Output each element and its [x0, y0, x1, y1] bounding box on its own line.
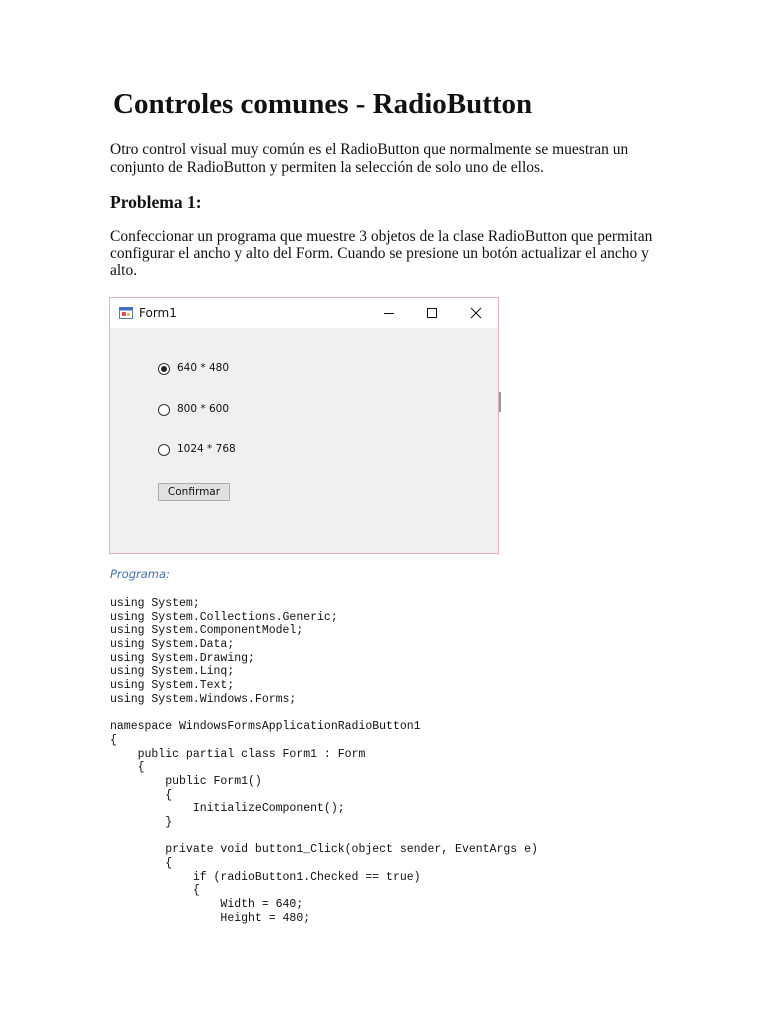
minimize-icon[interactable]	[380, 304, 398, 322]
confirm-button[interactable]: Confirmar	[158, 483, 230, 501]
code-line: InitializeComponent();	[110, 802, 345, 816]
window-title: Form1	[139, 306, 177, 320]
code-line: }	[110, 816, 173, 829]
code-line: using System.Text;	[110, 679, 235, 693]
code-line: {	[110, 761, 145, 775]
window-title-bar[interactable]	[110, 298, 498, 328]
code-line: using System.Data;	[110, 638, 235, 652]
page-title: Controles comunes - RadioButton	[113, 88, 533, 120]
code-line: Width = 640;	[110, 898, 304, 912]
radio-unchecked-icon[interactable]	[158, 444, 170, 456]
code-line: public partial class Form1 : Form	[110, 747, 366, 761]
intro-paragraph: Otro control visual muy común es el RadioButton que normalmente se muestran un conjunto de RadioButton y permiten la selección de solo uno de ellos.	[110, 141, 629, 176]
code-line: using System.Collections.Generic;	[110, 610, 338, 624]
code-line: using System;	[110, 597, 200, 610]
code-line	[110, 707, 538, 721]
code-line: using System.Drawing;	[110, 651, 255, 665]
radio-label: 800 * 600	[177, 403, 230, 415]
code-line: Height = 480;	[110, 911, 311, 925]
code-line: using System.ComponentModel;	[110, 624, 304, 638]
code-line: using System.Linq;	[110, 665, 235, 679]
code-line: {	[110, 857, 173, 871]
form-app-icon	[119, 307, 133, 319]
form-window	[109, 297, 499, 554]
code-line	[110, 830, 538, 844]
radio-label: 1024 * 768	[177, 443, 236, 455]
code-line: {	[110, 733, 117, 747]
problem-heading: Problema 1:	[110, 192, 202, 212]
maximize-icon[interactable]	[423, 304, 441, 322]
code-line: namespace WindowsFormsApplicationRadioButton1	[110, 720, 421, 734]
radio-unchecked-icon[interactable]	[158, 404, 170, 416]
code-block	[110, 597, 538, 926]
code-line: private void button1_Click(object sender, EventArgs e)	[110, 843, 538, 857]
code-line: public Form1()	[110, 774, 262, 788]
code-line: using System.Windows.Forms;	[110, 692, 297, 706]
close-icon[interactable]	[467, 304, 485, 322]
code-line: {	[110, 788, 173, 802]
problem-description: Confeccionar un programa que muestre 3 objetos de la clase RadioButton que permitan configurar el ancho y alto del Form. Cuando se presione un botón actualizar el ancho y alto.	[110, 228, 653, 279]
radio-label: 640 * 480	[177, 362, 230, 374]
code-line: {	[110, 884, 200, 898]
program-label: Programa:	[110, 567, 170, 581]
radio-checked-icon[interactable]	[158, 363, 170, 375]
code-line: if (radioButton1.Checked == true)	[110, 870, 421, 884]
